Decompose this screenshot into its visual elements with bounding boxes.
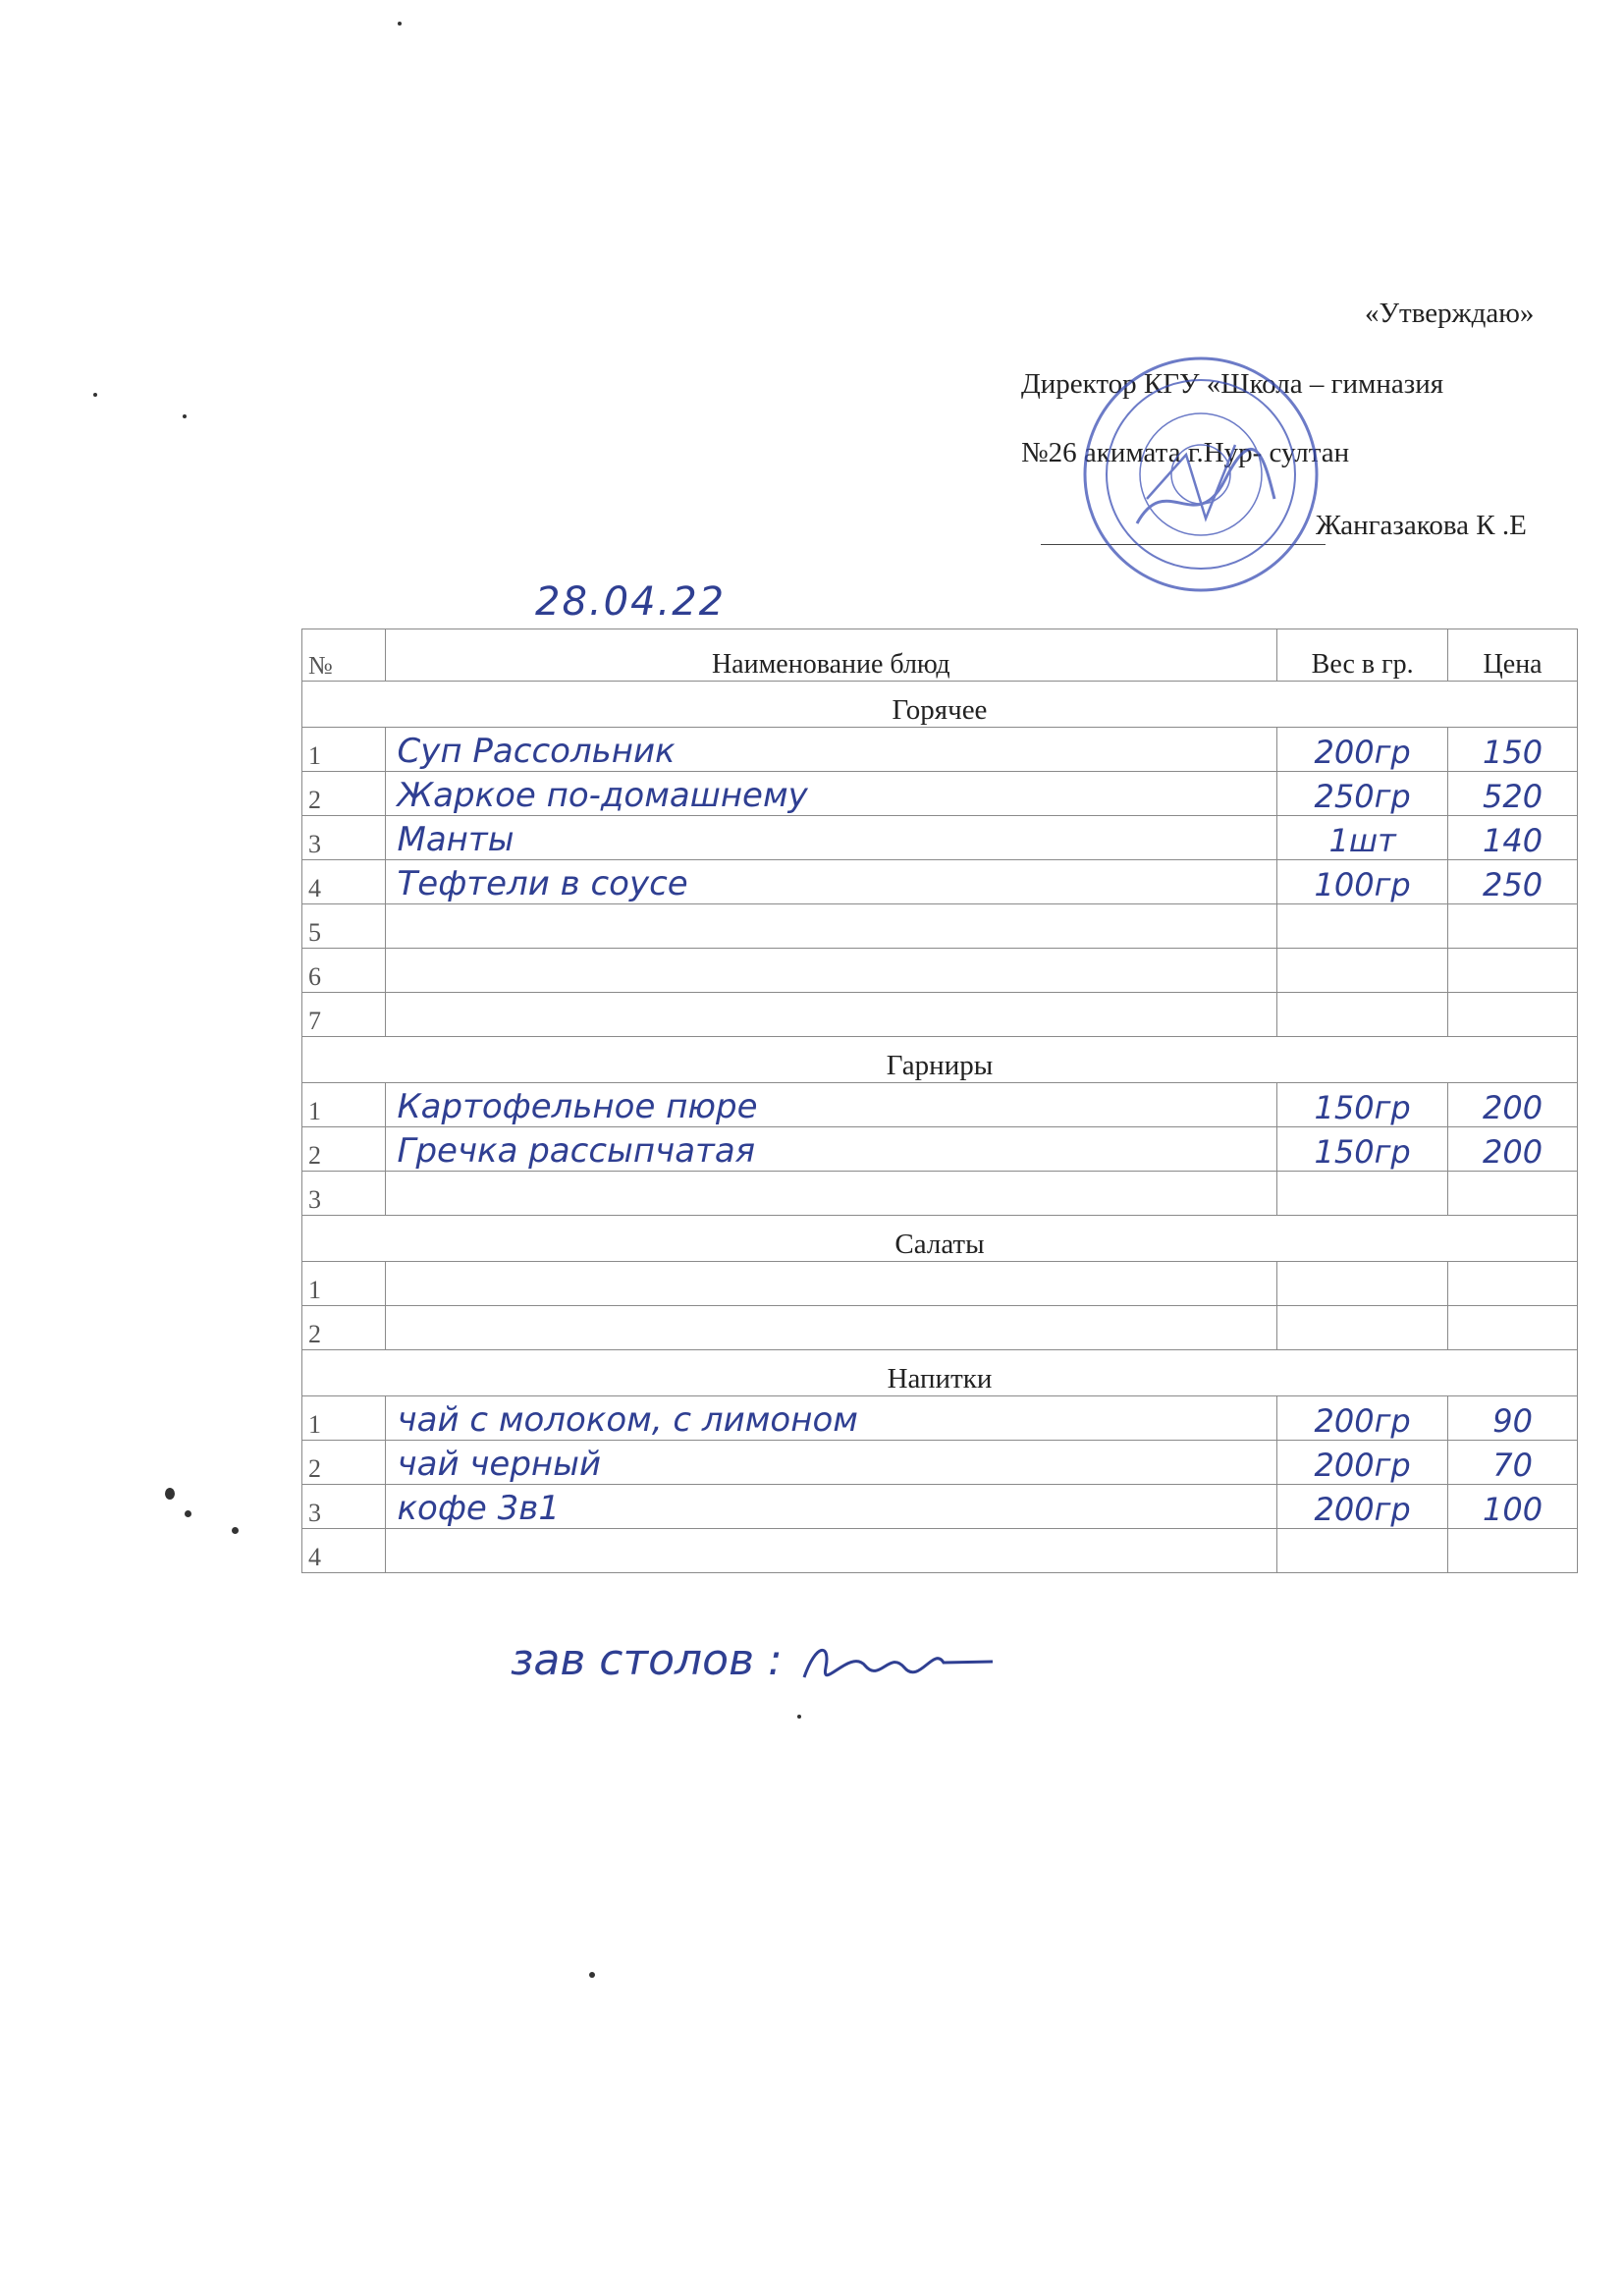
dish-price: 520 — [1448, 772, 1578, 816]
row-number: 1 — [302, 1083, 386, 1127]
dish-name: Картофельное пюре — [385, 1083, 1277, 1127]
section-row — [302, 682, 1578, 728]
approval-title: «Утверждаю» — [1365, 298, 1535, 329]
table-row — [302, 993, 1578, 1037]
dish-price — [1448, 949, 1578, 993]
dish-weight: 150гр — [1277, 1083, 1448, 1127]
row-number: 4 — [302, 860, 386, 904]
footer-signature — [511, 1635, 1002, 1687]
row-number: 2 — [302, 1441, 386, 1485]
dish-price — [1448, 1529, 1578, 1573]
signature-label: зав столов : — [511, 1635, 783, 1685]
handwritten-signature-icon — [796, 1638, 1002, 1687]
dish-price: 200 — [1448, 1127, 1578, 1172]
dish-price: 150 — [1448, 728, 1578, 772]
scan-speck — [232, 1527, 239, 1534]
dish-weight: 150гр — [1277, 1127, 1448, 1172]
dish-price: 200 — [1448, 1083, 1578, 1127]
dish-weight: 200гр — [1277, 1441, 1448, 1485]
dish-weight — [1277, 1529, 1448, 1573]
row-number: 3 — [302, 1172, 386, 1216]
dish-price: 100 — [1448, 1485, 1578, 1529]
scan-speck — [183, 414, 187, 418]
row-number: 3 — [302, 816, 386, 860]
section-title: Напитки — [302, 1350, 1578, 1396]
dish-name — [385, 949, 1277, 993]
row-number: 2 — [302, 772, 386, 816]
dish-weight — [1277, 904, 1448, 949]
table-row — [302, 1441, 1578, 1485]
official-seal-stamp — [1078, 352, 1324, 597]
section-title: Гарниры — [302, 1037, 1578, 1083]
table-row — [302, 904, 1578, 949]
dish-price — [1448, 1262, 1578, 1306]
table-row — [302, 728, 1578, 772]
table-row — [302, 816, 1578, 860]
header-weight: Вес в гр. — [1277, 629, 1448, 682]
dish-weight: 200гр — [1277, 1396, 1448, 1441]
table-row — [302, 1529, 1578, 1573]
dish-name: Тефтели в соусе — [385, 860, 1277, 904]
dish-weight — [1277, 949, 1448, 993]
menu-table — [301, 629, 1578, 1573]
dish-weight — [1277, 993, 1448, 1037]
dish-price — [1448, 904, 1578, 949]
table-header-row — [302, 629, 1578, 682]
table-row — [302, 1485, 1578, 1529]
section-row — [302, 1216, 1578, 1262]
approval-position: Директор КГУ «Школа – гимназия — [1021, 368, 1444, 400]
scan-speck — [589, 1972, 595, 1978]
menu-date: 28.04.22 — [535, 579, 727, 625]
dish-weight: 100гр — [1277, 860, 1448, 904]
dish-weight: 200гр — [1277, 1485, 1448, 1529]
table-row — [302, 1127, 1578, 1172]
table-row — [302, 1306, 1578, 1350]
section-title: Салаты — [302, 1216, 1578, 1262]
approval-name: Жангазакова К .Е — [1316, 510, 1527, 541]
table-row — [302, 1083, 1578, 1127]
scan-speck — [165, 1488, 175, 1500]
dish-price — [1448, 1306, 1578, 1350]
dish-name: Манты — [385, 816, 1277, 860]
dish-weight — [1277, 1172, 1448, 1216]
row-number: 2 — [302, 1127, 386, 1172]
header-dish-name: Наименование блюд — [385, 629, 1277, 682]
dish-weight — [1277, 1306, 1448, 1350]
dish-price: 70 — [1448, 1441, 1578, 1485]
approval-organization: №26 акимата г.Нур- султан — [1021, 437, 1350, 468]
dish-name: чай черный — [385, 1441, 1277, 1485]
scan-speck — [185, 1510, 191, 1517]
row-number: 1 — [302, 1396, 386, 1441]
scan-speck — [797, 1715, 801, 1719]
dish-weight — [1277, 1262, 1448, 1306]
section-row — [302, 1350, 1578, 1396]
row-number: 3 — [302, 1485, 386, 1529]
row-number: 4 — [302, 1529, 386, 1573]
table-row — [302, 1262, 1578, 1306]
dish-name — [385, 1306, 1277, 1350]
dish-name — [385, 1529, 1277, 1573]
dish-name — [385, 1172, 1277, 1216]
dish-price — [1448, 1172, 1578, 1216]
dish-weight: 1шт — [1277, 816, 1448, 860]
table-row — [302, 860, 1578, 904]
dish-name: Жаркое по-домашнему — [385, 772, 1277, 816]
table-row — [302, 772, 1578, 816]
dish-weight: 200гр — [1277, 728, 1448, 772]
dish-name: чай с молоком, с лимоном — [385, 1396, 1277, 1441]
row-number: 5 — [302, 904, 386, 949]
row-number: 6 — [302, 949, 386, 993]
dish-name — [385, 993, 1277, 1037]
dish-name: Суп Рассольник — [385, 728, 1277, 772]
table-row — [302, 1396, 1578, 1441]
scan-speck — [398, 22, 402, 26]
dish-price: 90 — [1448, 1396, 1578, 1441]
row-number: 2 — [302, 1306, 386, 1350]
dish-weight: 250гр — [1277, 772, 1448, 816]
row-number: 1 — [302, 1262, 386, 1306]
dish-name — [385, 904, 1277, 949]
dish-price: 250 — [1448, 860, 1578, 904]
header-price: Цена — [1448, 629, 1578, 682]
scan-speck — [93, 393, 97, 397]
dish-name — [385, 1262, 1277, 1306]
header-number: № — [302, 629, 386, 682]
table-row — [302, 949, 1578, 993]
row-number: 7 — [302, 993, 386, 1037]
dish-name: кофе 3в1 — [385, 1485, 1277, 1529]
section-row — [302, 1037, 1578, 1083]
dish-price — [1448, 993, 1578, 1037]
row-number: 1 — [302, 728, 386, 772]
table-row — [302, 1172, 1578, 1216]
dish-name: Гречка рассыпчатая — [385, 1127, 1277, 1172]
section-title: Горячее — [302, 682, 1578, 728]
dish-price: 140 — [1448, 816, 1578, 860]
